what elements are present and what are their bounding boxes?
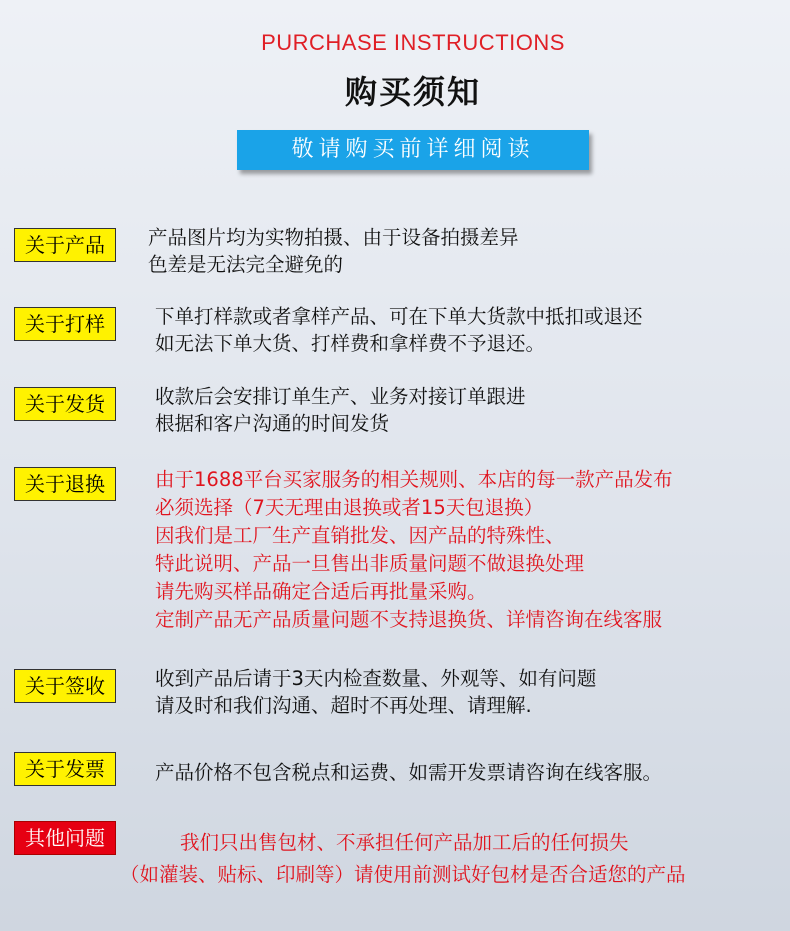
returns-line-3: 因我们是工厂生产直销批发、因产品的特殊性、 bbox=[155, 524, 565, 547]
invoice-text bbox=[155, 759, 662, 786]
label-receipt: 关于签收 bbox=[14, 669, 116, 703]
other-text-2 bbox=[120, 859, 686, 891]
returns-line-1: 由于1688平台买家服务的相关规则、本店的每一款产品发布 bbox=[155, 468, 673, 491]
receipt-line-2: 请及时和我们沟通、超时不再处理、请理解. bbox=[155, 694, 532, 717]
sample-text bbox=[155, 303, 643, 357]
other-text-1 bbox=[180, 827, 629, 859]
returns-line-5: 请先购买样品确定合适后再批量采购。 bbox=[155, 580, 487, 603]
returns-line-6: 定制产品无产品质量问题不支持退换货、详情咨询在线客服 bbox=[155, 608, 663, 631]
notice-banner: 敬请购买前详细阅读 bbox=[237, 130, 589, 170]
label-other: 其他问题 bbox=[14, 821, 116, 855]
label-invoice: 关于发票 bbox=[14, 752, 116, 786]
product-text bbox=[148, 224, 519, 278]
returns-line-2: 必须选择（7天无理由退换或者15天包退换） bbox=[155, 496, 544, 519]
label-product: 关于产品 bbox=[14, 228, 116, 262]
english-title: PURCHASE INSTRUCTIONS bbox=[261, 30, 565, 55]
product-line-1: 产品图片均为实物拍摄、由于设备拍摄差异 bbox=[148, 226, 519, 249]
receipt-line-1: 收到产品后请于3天内检查数量、外观等、如有问题 bbox=[155, 667, 597, 690]
sample-line-2: 如无法下单大货、打样费和拿样费不予退还。 bbox=[155, 332, 546, 355]
label-sample: 关于打样 bbox=[14, 307, 116, 341]
other-line-1: 我们只出售包材、不承担任何产品加工后的任何损失 bbox=[180, 831, 629, 854]
product-line-2: 色差是无法完全避免的 bbox=[148, 253, 344, 276]
sample-line-1: 下单打样款或者拿样产品、可在下单大货款中抵扣或退还 bbox=[155, 305, 643, 328]
shipping-line-1: 收款后会安排订单生产、业务对接订单跟进 bbox=[155, 385, 526, 408]
shipping-text bbox=[155, 383, 526, 437]
returns-line-4: 特此说明、产品一旦售出非质量问题不做退换处理 bbox=[155, 552, 585, 575]
shipping-line-2: 根据和客户沟通的时间发货 bbox=[155, 412, 390, 435]
label-shipping: 关于发货 bbox=[14, 387, 116, 421]
invoice-line-1: 产品价格不包含税点和运费、如需开发票请咨询在线客服。 bbox=[155, 761, 663, 784]
label-returns: 关于退换 bbox=[14, 467, 116, 501]
returns-text bbox=[155, 466, 673, 634]
page-title: 购买须知 bbox=[344, 73, 481, 111]
receipt-text bbox=[155, 665, 596, 719]
other-line-2: （如灌装、贴标、印刷等）请使用前测试好包材是否合适您的产品 bbox=[120, 863, 686, 886]
